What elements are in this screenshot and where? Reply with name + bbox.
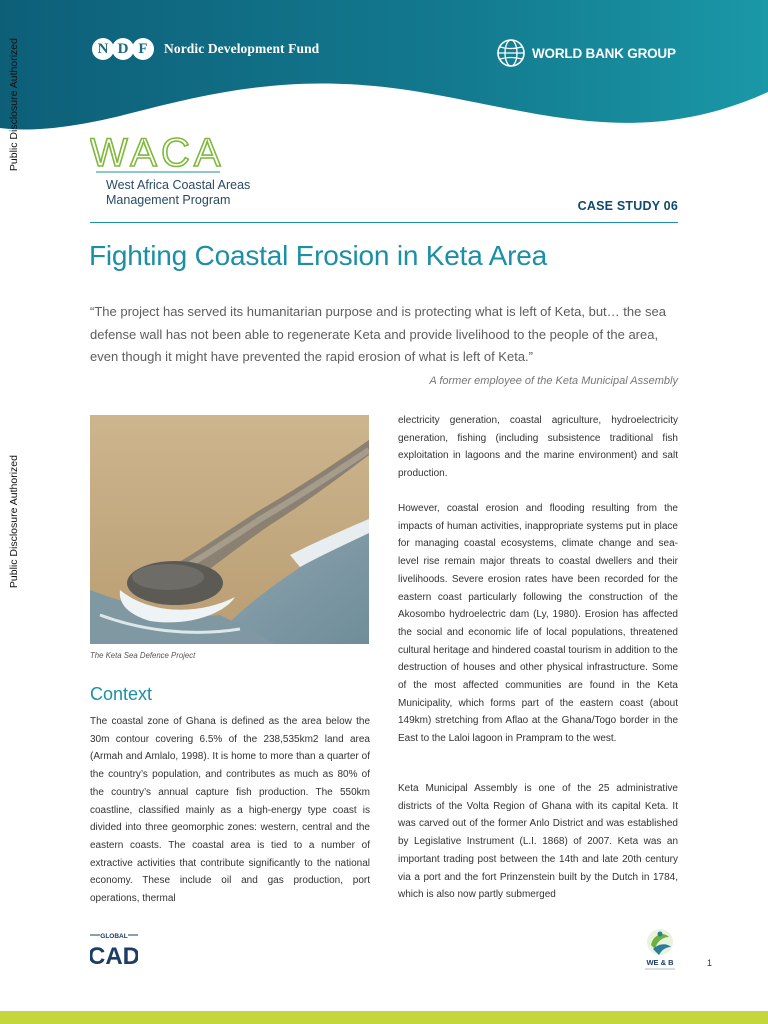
we-and-b-text: WE & B (646, 958, 674, 967)
waca-subtitle-line1: West Africa Coastal Areas (106, 178, 251, 192)
context-paragraph-right-1: electricity generation, coastal agriculture, hydroelectricity generation, fishing (including subsistence traditional fish exploitation in lagoons and the marine environment) and salt production. (398, 415, 678, 480)
waca-logo (90, 132, 251, 207)
pull-quote: “The project has served its humanitarian purpose and is protecting what is left of Keta, but… the sea defense wall has not been able to regenerate Keta and provide livelihood to the people of the area, even though it might have prevented the rapid erosion of what is left of Keta.” (90, 304, 666, 364)
page-title: Fighting Coastal Erosion in Keta Area (89, 240, 547, 271)
context-heading: Context (90, 684, 153, 704)
waca-subtitle (106, 178, 326, 208)
ndf-mark (92, 38, 152, 60)
context-paragraph-right-2: However, coastal erosion and flooding resulting from the impacts of human activities, inappropriate systems put in place for managing coastal ecosystems, climate change and sea-level rise remain major threats to coastal dwellers and their livelihoods. Severe erosion rates have been recorded for the eastern coast particularly following the construction of the Akosombo hydroelectric dam (Ly, 1980). Erosion has affected the social and economic life of local populations, threatened cultural heritage and hindered coastal tourism in addition to the destruction of houses and other physical infrastructure. Some of the most affected communities are found in the Keta Municipality, which forms part of the eastern coast (about 149km) stretching from Aflao at the Ghana/Togo border in the East to the Laloi lagoon in Prampram to the west. (398, 503, 678, 745)
page-number: 1 (707, 958, 713, 968)
sea-defence-photo (90, 415, 369, 644)
waca-acronym: WACA (90, 132, 225, 175)
quote-attribution: A former employee of the Keta Municipal Assembly (429, 375, 678, 387)
disclosure-label-top: Public Disclosure Authorized (8, 38, 20, 172)
ndf-letter-n: N (92, 38, 114, 60)
ndf-letter-f: F (132, 38, 154, 60)
bottom-accent-bar (0, 1011, 768, 1024)
world-bank-logo (496, 38, 676, 68)
global-cad-logo (90, 930, 138, 968)
photo-caption: The Keta Sea Defence Project (90, 651, 196, 660)
we-and-b-logo (641, 925, 679, 973)
context-paragraph-left: The coastal zone of Ghana is defined as the area below the 30m contour covering 6.5% of the 238,535km2 land area (Armah and Amlalo, 1998). It is home to more than a quarter of the country’s population, and contributes as much as 80% of the country’s annual capture fish production. The 550km coastline, classified mainly as a high-energy type coast is divided into three geomorphic zones: western, central and the eastern coasts. The coastal area is tied to a number of extractive activities that contribute significantly to the national economy. These include oil and gas production, port operations, thermal (90, 716, 370, 905)
waca-wordmark (90, 132, 230, 176)
ndf-letter-d: D (112, 38, 134, 60)
world-bank-name: WORLD BANK GROUP (532, 45, 676, 61)
global-cad-mark: CAD (90, 943, 138, 968)
case-study-label: CASE STUDY 06 (577, 199, 678, 213)
waca-subtitle-line2: Management Program (106, 193, 231, 207)
ndf-logo (92, 38, 319, 60)
disclosure-label-middle: Public Disclosure Authorized (8, 455, 20, 589)
title-divider (90, 222, 678, 223)
global-cad-top-text: GLOBAL (100, 933, 128, 940)
ndf-name: Nordic Development Fund (164, 41, 320, 56)
globe-icon (496, 38, 526, 68)
context-paragraph-right-3: Keta Municipal Assembly is one of the 25 administrative districts of the Volta Region of Ghana with its capital Keta. It was carved out of the former Anlo District and was established by Legislative Instrument (L.I. 1868) of 2007. Keta was an important trading post between the 14th and late 20th century via a port and the fort Prinzenstein built by the Dutch in 1784, which is also now partly submerged (398, 783, 678, 901)
